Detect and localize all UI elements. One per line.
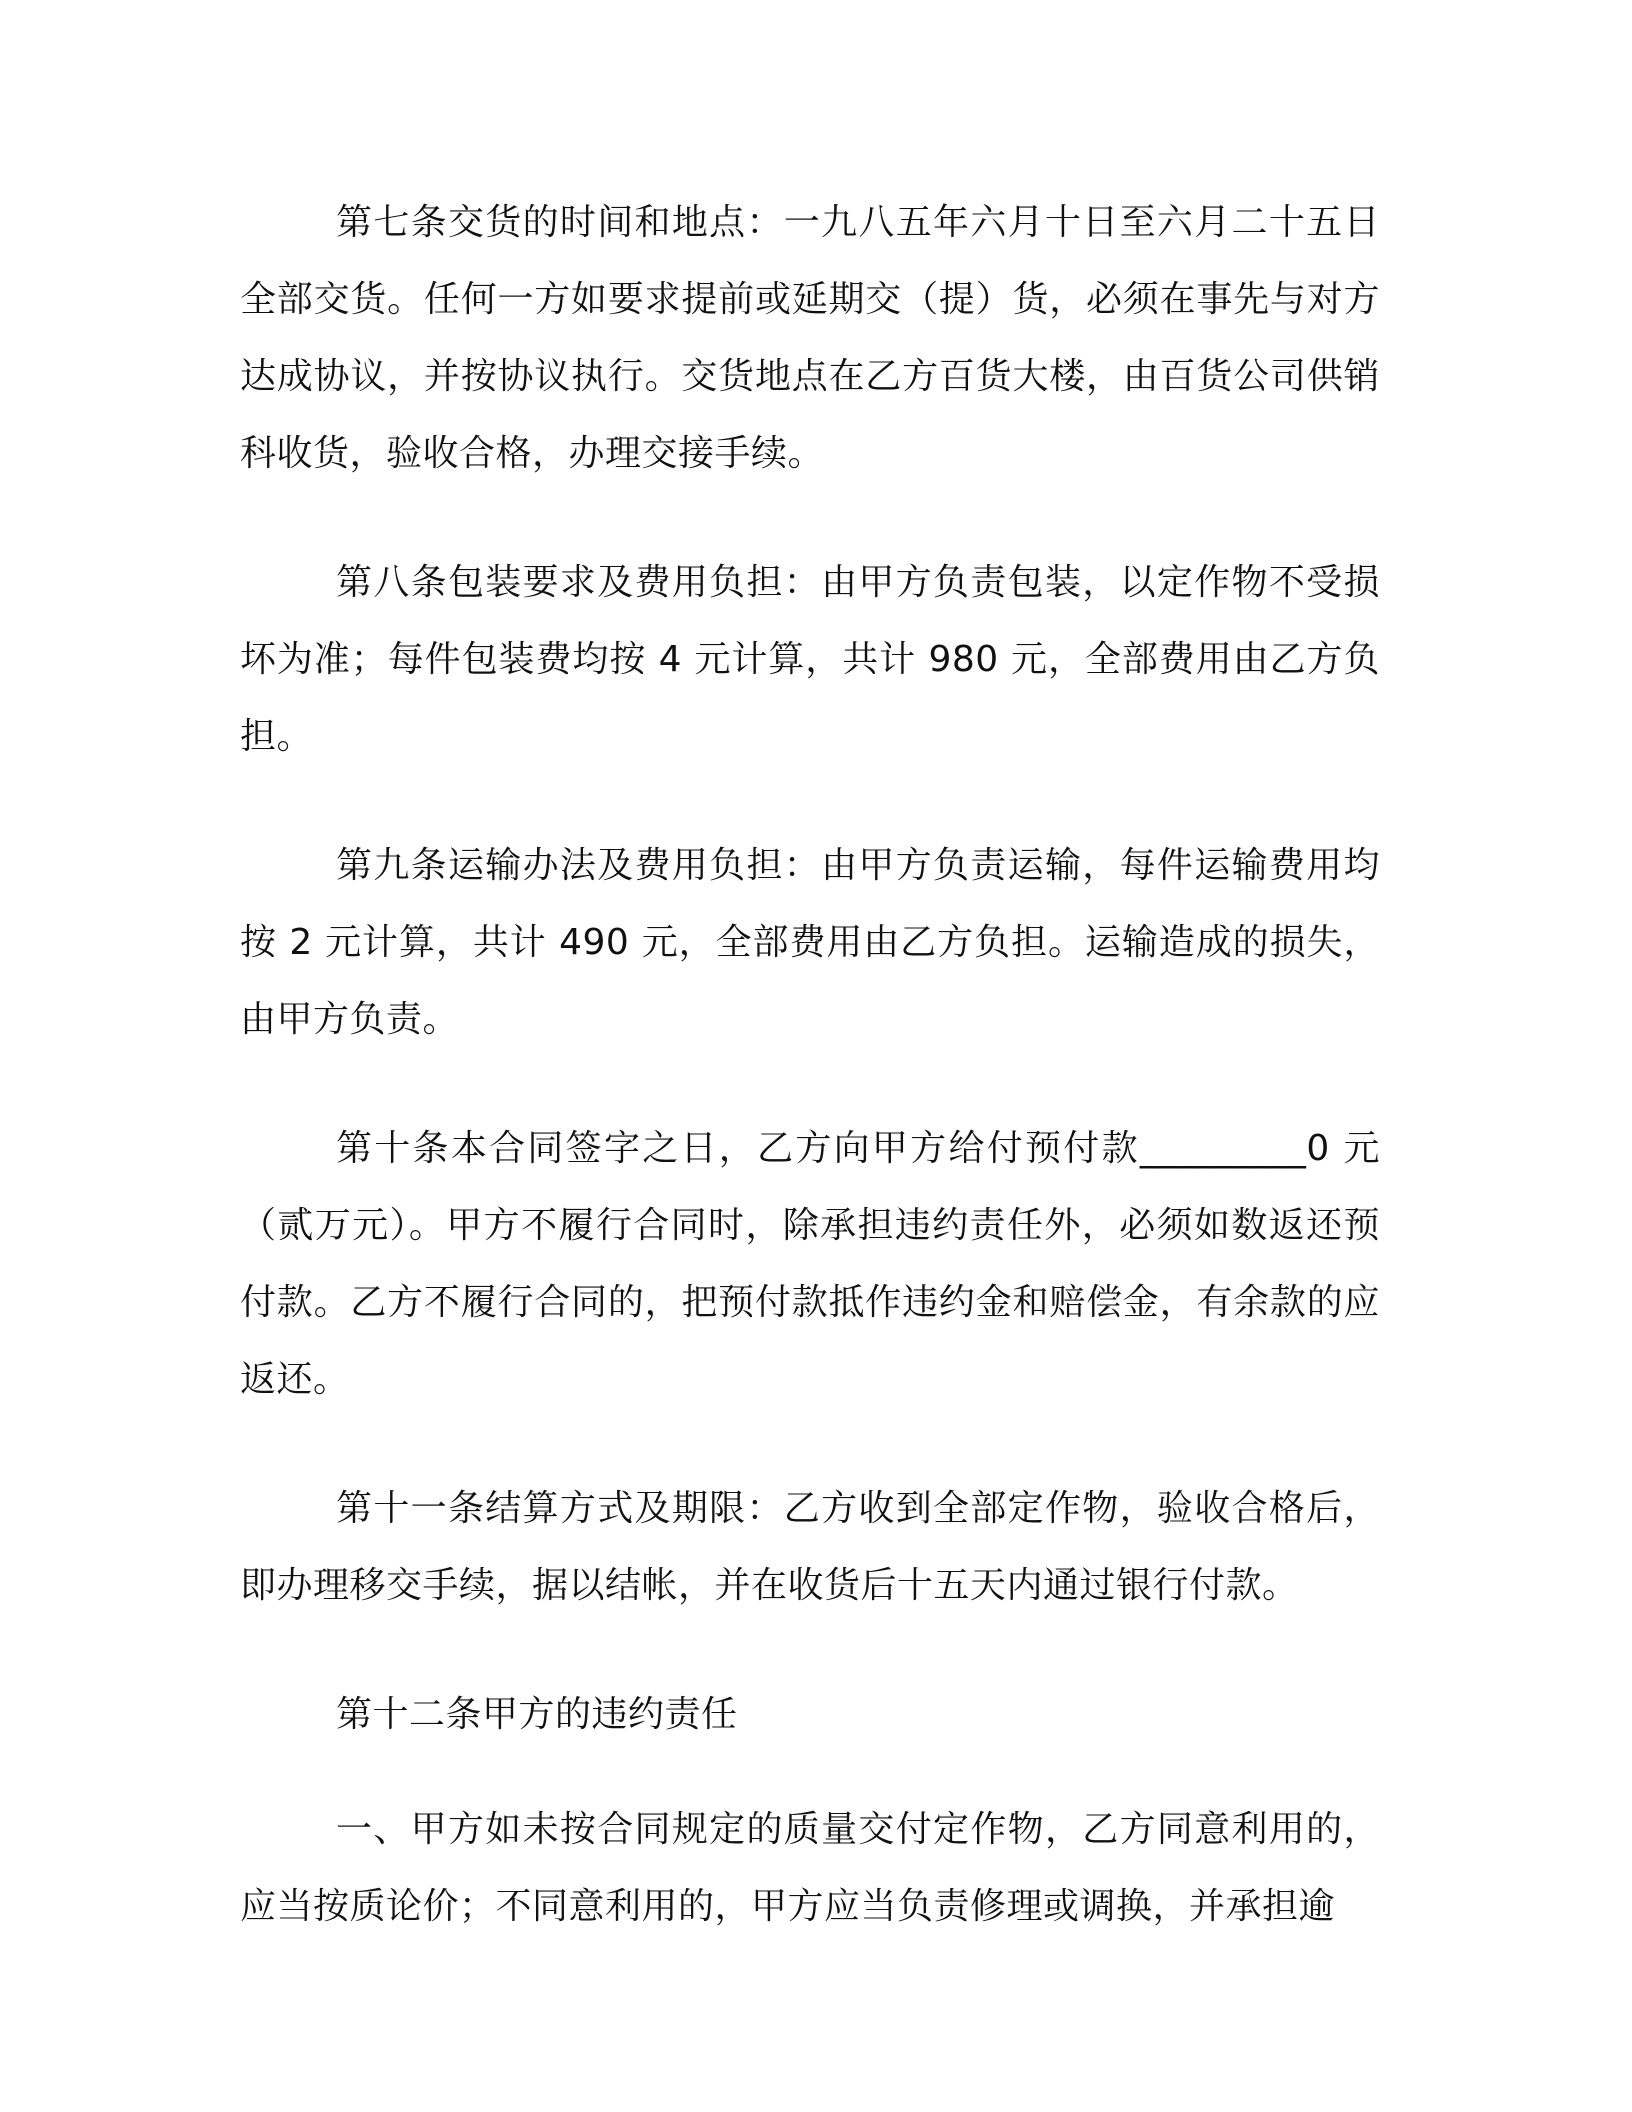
paragraph-article-12-item-1: 一、甲方如未按合同规定的质量交付定作物，乙方同意利用的，应当按质论价；不同意利用的，甲方应当负责修理或调换，并承担逾 [240, 1809, 1380, 1927]
paragraph-article-9: 第九条运输办法及费用负担：由甲方负责运输，每件运输费用均按 2 元计算，共计 490 元，全部费用由乙方负担。运输造成的损失，由甲方负责。 [240, 845, 1380, 1040]
paragraph-article-10: 第十条本合同签字之日，乙方向甲方给付预付款_________0 元（贰万元）。甲方不履行合同时，除承担违约责任外，必须如数返还预付款。乙方不履行合同的，把预付款抵作违约金和赔偿金，有余款的应返还。 [240, 1128, 1380, 1400]
document-body [240, 184, 1380, 1997]
paragraph-article-8: 第八条包装要求及费用负担：由甲方负责包装，以定作物不受损坏为准；每件包装费均按 4 元计算，共计 980 元，全部费用由乙方负担。 [240, 562, 1380, 757]
paragraph-article-7: 第七条交货的时间和地点：一九八五年六月十日至六月二十五日全部交货。任何一方如要求提前或延期交（提）货，必须在事先与对方达成协议，并按协议执行。交货地点在乙方百货大楼，由百货公司供销科收货，验收合格，办理交接手续。 [240, 202, 1380, 474]
paragraph-article-12-heading: 第十二条甲方的违约责任 [336, 1694, 738, 1735]
paragraph-article-11: 第十一条结算方式及期限：乙方收到全部定作物，验收合格后，即办理移交手续，据以结帐，并在收货后十五天内通过银行付款。 [240, 1488, 1380, 1606]
